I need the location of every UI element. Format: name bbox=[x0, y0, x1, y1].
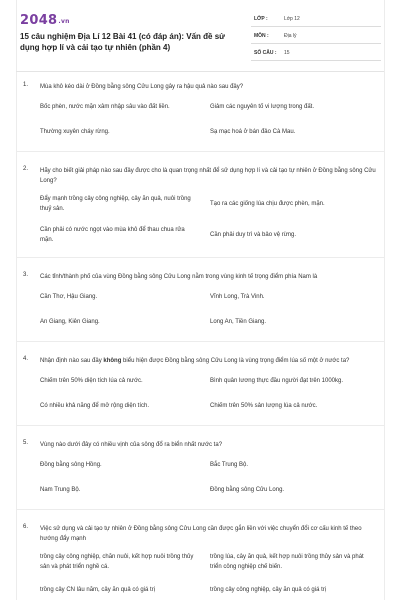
answer-option[interactable]: Bắc Trung Bộ. bbox=[210, 462, 249, 468]
header bbox=[0, 0, 400, 68]
answer-option[interactable]: Giảm các nguyên tố vi lượng trong đất. bbox=[210, 104, 315, 110]
meta-value: Địa lý bbox=[284, 33, 297, 39]
answer-option[interactable]: Cần Thơ, Hậu Giang. bbox=[40, 294, 98, 300]
question-2 bbox=[0, 166, 400, 258]
question-number: 6. bbox=[23, 524, 29, 530]
answer-option[interactable]: trồng lúa, cây ăn quả, kết hợp nuôi trồng thủy sản và phát triển công nghiệp chế biến. bbox=[210, 554, 364, 570]
question-text-part: Vùng nào dưới đây có nhiều vịnh của sông đổ ra biển nhất nước ta? bbox=[40, 442, 223, 448]
meta-value: 15 bbox=[284, 50, 290, 56]
answer-option[interactable]: Đồng bằng sông Cửu Long. bbox=[210, 487, 285, 493]
question-number: 4. bbox=[23, 356, 29, 362]
answer-option[interactable]: Nam Trung Bộ. bbox=[40, 487, 81, 493]
answer-option[interactable]: Có nhiều khả năng để mở rộng diện tích. bbox=[40, 403, 150, 409]
logo-text: 2048 bbox=[20, 13, 58, 28]
question-text bbox=[40, 356, 380, 366]
question-text-part: biểu hiện được Đồng bằng sông Cửu Long là vùng trọng điểm lúa số một ở nước ta? bbox=[121, 358, 350, 364]
question-list bbox=[0, 82, 400, 600]
question-text bbox=[40, 524, 380, 544]
answer-option[interactable]: trồng cây công nghiệp, chăn nuôi, kết hợp nuôi trồng thủy sản và phát triển nghề cá. bbox=[40, 554, 194, 570]
meta-value: Lớp 12 bbox=[284, 16, 300, 22]
meta-row-class bbox=[251, 13, 381, 27]
question-divider bbox=[16, 151, 384, 152]
answer-options bbox=[40, 458, 380, 497]
question-text bbox=[40, 166, 380, 186]
question-number: 1. bbox=[23, 82, 29, 88]
question-divider bbox=[16, 341, 384, 342]
answer-option[interactable]: Sạ mạc hoá ở bán đảo Cà Mau. bbox=[210, 129, 296, 135]
header-divider bbox=[16, 71, 384, 72]
answer-option[interactable]: Cần phải có nước ngọt vào mùa khô để thau chua rửa mặn. bbox=[40, 227, 185, 243]
answer-option[interactable]: Chiếm trên 50% diện tích lúa cả nước. bbox=[40, 378, 143, 384]
meta-key: MÔN : bbox=[254, 33, 269, 39]
question-text-emphasis: không bbox=[103, 358, 122, 364]
answer-options bbox=[40, 194, 380, 245]
question-number: 5. bbox=[23, 440, 29, 446]
answer-option[interactable]: Bốc phèn, nước mặn xâm nhập sâu vào đất liền. bbox=[40, 104, 170, 110]
question-text-part: Các tỉnh/thành phố của vùng Đồng bằng sông Cửu Long nằm trong vùng kinh tế trọng điểm phía Nam là bbox=[40, 274, 318, 280]
question-6 bbox=[0, 524, 400, 597]
answer-option[interactable]: trồng cây công nghiệp, cây ăn quả có giá trị bbox=[210, 587, 327, 593]
answer-options bbox=[40, 290, 380, 329]
question-text-part: Hãy cho biết giải pháp nào sau đây được cho là quan trọng nhất để sử dụng hợp lí và cải tạo tự nhiên ở Đồng bằng sông Cửu Long? bbox=[40, 168, 376, 184]
answer-option[interactable]: Thường xuyên cháy rừng. bbox=[40, 129, 110, 135]
meta-key: LỚP : bbox=[254, 16, 268, 22]
answer-option[interactable]: Vĩnh Long, Trà Vinh. bbox=[210, 294, 265, 300]
answer-option[interactable]: An Giang, Kiên Giang. bbox=[40, 319, 100, 325]
answer-option[interactable]: Long An, Tiền Giang. bbox=[210, 319, 267, 325]
question-text-part: Việc sử dụng và cải tạo tự nhiên ở Đồng bằng sông Cửu Long cần được gắn liền với việc chuyển đổi cơ cấu kinh tế theo hướng đẩy mạnh bbox=[40, 526, 362, 542]
meta-key: SỐ CÂU : bbox=[254, 50, 277, 56]
logo-suffix: .vn bbox=[58, 18, 70, 25]
site-logo[interactable] bbox=[20, 13, 70, 28]
meta-panel bbox=[251, 13, 381, 64]
answer-option[interactable]: Đẩy mạnh trồng cây công nghiệp, cây ăn quả, nuôi trồng thuỷ sản. bbox=[40, 196, 191, 212]
question-text bbox=[40, 82, 380, 92]
question-3 bbox=[0, 272, 400, 342]
answer-option[interactable]: trồng cây CN lâu năm, cây ăn quả có giá trị bbox=[40, 587, 156, 593]
answer-options bbox=[40, 100, 380, 139]
question-number: 2. bbox=[23, 166, 29, 172]
question-text bbox=[40, 440, 380, 450]
answer-option[interactable]: Chiếm trên 50% sản lượng lúa cả nước. bbox=[210, 403, 318, 409]
question-4 bbox=[0, 356, 400, 426]
meta-row-subject bbox=[251, 30, 381, 44]
question-1 bbox=[0, 82, 400, 152]
page-title: 15 câu nghiệm Địa Lí 12 Bài 41 (có đáp án): Vấn đề sử dụng hợp lí và cải tạo tự nhiên (phần 4) bbox=[20, 32, 225, 52]
question-divider bbox=[16, 425, 384, 426]
question-text-part: Nhận định nào sau đây bbox=[40, 358, 104, 364]
answer-option[interactable]: Bình quân lương thực đầu người đạt trên 1000kg. bbox=[210, 378, 344, 384]
answer-options bbox=[40, 374, 380, 413]
answer-option[interactable]: Cần phải duy trì và bảo vệ rừng. bbox=[210, 232, 297, 238]
question-divider bbox=[16, 257, 384, 258]
question-text bbox=[40, 272, 380, 282]
question-number: 3. bbox=[23, 272, 29, 278]
question-text-part: Mùa khô kéo dài ở Đồng bằng sông Cửu Long gây ra hậu quả nào sau đây? bbox=[40, 84, 244, 90]
answer-options bbox=[40, 552, 380, 597]
meta-row-count bbox=[251, 47, 381, 61]
question-divider bbox=[16, 509, 384, 510]
question-5 bbox=[0, 440, 400, 510]
answer-option[interactable]: Tạo ra các giống lúa chịu được phèn, mặn. bbox=[210, 201, 325, 207]
answer-option[interactable]: Đồng bằng sông Hồng. bbox=[40, 462, 102, 468]
